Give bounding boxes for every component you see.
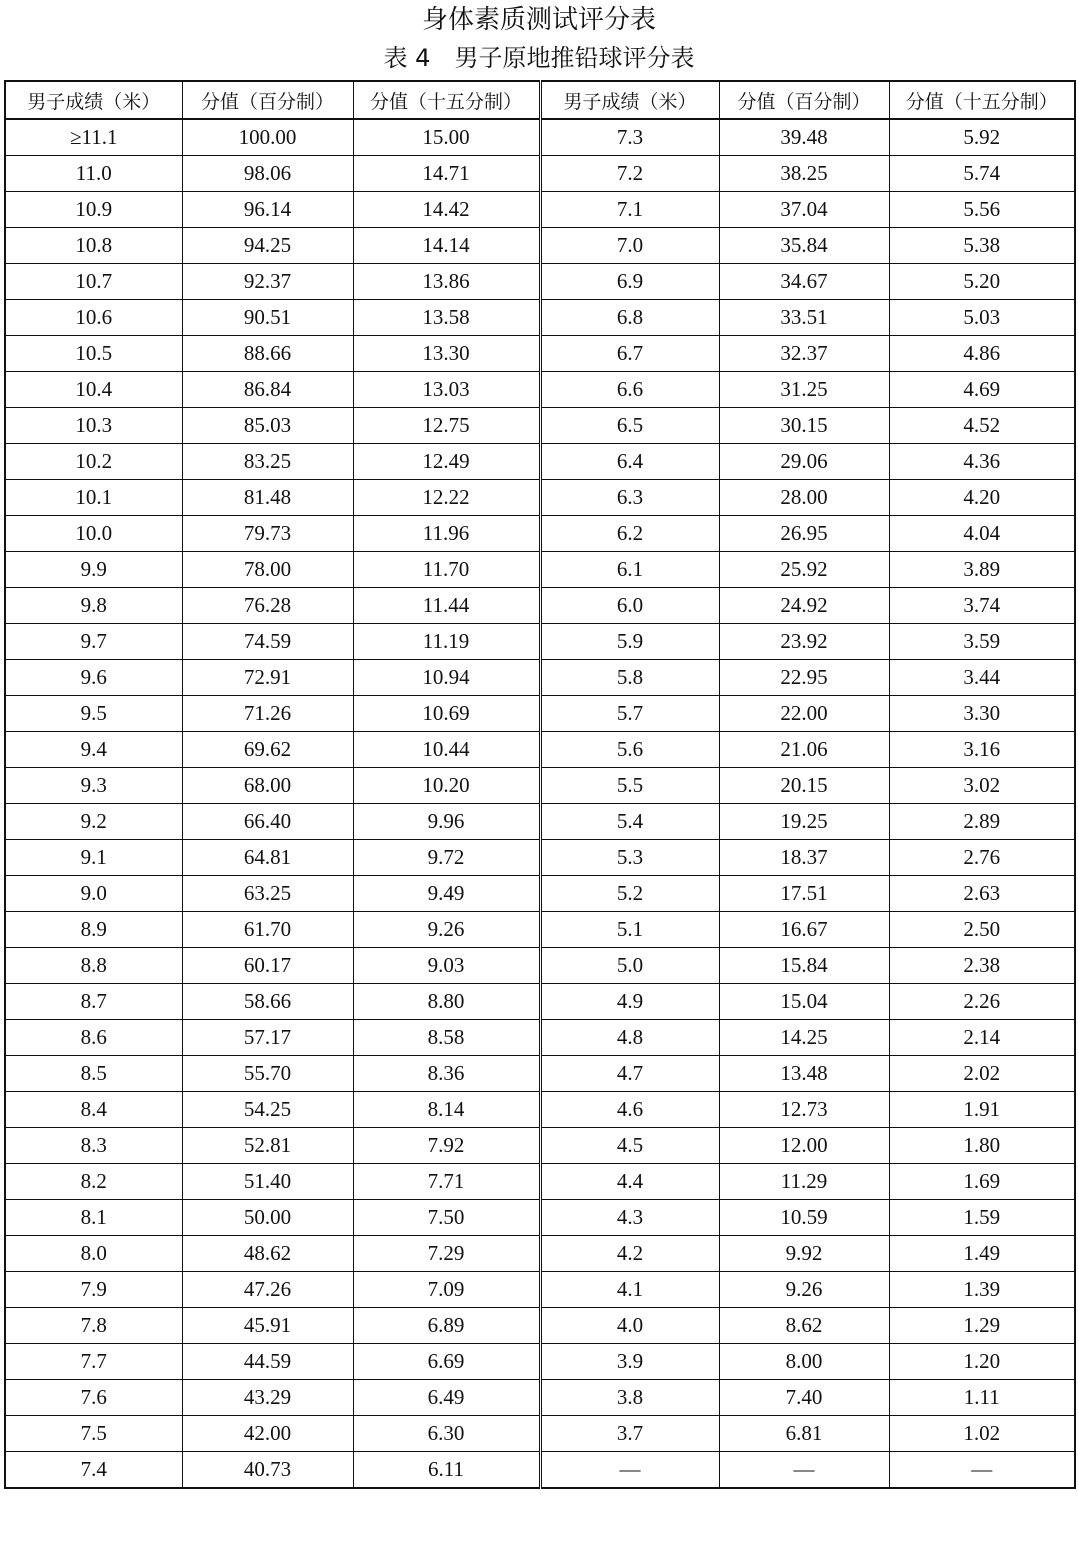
cell-score-right: 5.2 — [540, 876, 719, 912]
cell-points15-right: — — [889, 1452, 1075, 1489]
cell-points100-left: 64.81 — [182, 840, 353, 876]
cell-points100-left: 50.00 — [182, 1200, 353, 1236]
cell-points15-left: 9.49 — [353, 876, 540, 912]
cell-points100-right: 39.48 — [719, 119, 889, 156]
cell-points15-right: 4.04 — [889, 516, 1075, 552]
cell-points15-right: 1.02 — [889, 1416, 1075, 1452]
cell-points15-left: 10.20 — [353, 768, 540, 804]
cell-points100-right: 29.06 — [719, 444, 889, 480]
cell-points15-left: 13.86 — [353, 264, 540, 300]
cell-points100-right: 12.73 — [719, 1092, 889, 1128]
cell-points100-right: 20.15 — [719, 768, 889, 804]
cell-points100-right: 37.04 — [719, 192, 889, 228]
cell-points15-left: 15.00 — [353, 119, 540, 156]
cell-points100-right: 26.95 — [719, 516, 889, 552]
cell-points100-right: 8.00 — [719, 1344, 889, 1380]
cell-points100-right: 30.15 — [719, 408, 889, 444]
cell-points100-right: 28.00 — [719, 480, 889, 516]
cell-score-left: 10.8 — [5, 228, 182, 264]
cell-points15-right: 1.59 — [889, 1200, 1075, 1236]
cell-points100-left: 72.91 — [182, 660, 353, 696]
cell-score-left: 10.0 — [5, 516, 182, 552]
table-row — [5, 696, 1075, 732]
cell-points100-left: 86.84 — [182, 372, 353, 408]
table-row — [5, 732, 1075, 768]
header-cell-score-left: 男子成绩（米） — [5, 81, 182, 119]
cell-points100-left: 88.66 — [182, 336, 353, 372]
cell-points15-right: 1.80 — [889, 1128, 1075, 1164]
cell-score-right: 6.3 — [540, 480, 719, 516]
cell-score-right: — — [540, 1452, 719, 1489]
table-row — [5, 372, 1075, 408]
cell-points15-right: 4.36 — [889, 444, 1075, 480]
cell-points100-right: 18.37 — [719, 840, 889, 876]
cell-points100-right: 31.25 — [719, 372, 889, 408]
cell-points100-right: 15.84 — [719, 948, 889, 984]
cell-score-right: 6.5 — [540, 408, 719, 444]
cell-score-right: 3.8 — [540, 1380, 719, 1416]
cell-points15-right: 1.11 — [889, 1380, 1075, 1416]
table-row — [5, 480, 1075, 516]
table-row — [5, 768, 1075, 804]
cell-points100-right: 35.84 — [719, 228, 889, 264]
cell-score-left: 10.5 — [5, 336, 182, 372]
cell-points100-right: 21.06 — [719, 732, 889, 768]
cell-points100-right: 32.37 — [719, 336, 889, 372]
table-row — [5, 1344, 1075, 1380]
header-cell-points15-right: 分值（十五分制） — [889, 81, 1075, 119]
cell-score-left: 7.7 — [5, 1344, 182, 1380]
cell-score-left: 9.8 — [5, 588, 182, 624]
cell-score-left: 9.9 — [5, 552, 182, 588]
cell-score-left: 9.7 — [5, 624, 182, 660]
cell-score-left: 9.4 — [5, 732, 182, 768]
cell-points100-right: 7.40 — [719, 1380, 889, 1416]
cell-points15-left: 14.14 — [353, 228, 540, 264]
cell-score-right: 7.0 — [540, 228, 719, 264]
cell-points100-right: 34.67 — [719, 264, 889, 300]
cell-points15-left: 14.42 — [353, 192, 540, 228]
cell-score-right: 6.0 — [540, 588, 719, 624]
cell-score-left: 7.6 — [5, 1380, 182, 1416]
table-row — [5, 192, 1075, 228]
cell-score-left: 8.8 — [5, 948, 182, 984]
cell-points100-left: 63.25 — [182, 876, 353, 912]
page-title: 身体素质测试评分表 — [421, 5, 656, 35]
cell-points15-left: 12.75 — [353, 408, 540, 444]
cell-points100-right: 17.51 — [719, 876, 889, 912]
header-cell-points15-left: 分值（十五分制） — [353, 81, 540, 119]
cell-score-left: 8.7 — [5, 984, 182, 1020]
cell-points100-right: 9.92 — [719, 1236, 889, 1272]
table-row — [5, 840, 1075, 876]
cell-points100-left: 51.40 — [182, 1164, 353, 1200]
cell-points15-right: 3.44 — [889, 660, 1075, 696]
cell-points15-right: 1.20 — [889, 1344, 1075, 1380]
cell-points100-left: 83.25 — [182, 444, 353, 480]
cell-score-right: 5.5 — [540, 768, 719, 804]
cell-score-right: 4.9 — [540, 984, 719, 1020]
cell-points100-right: 19.25 — [719, 804, 889, 840]
cell-points15-right: 2.02 — [889, 1056, 1075, 1092]
cell-score-right: 6.9 — [540, 264, 719, 300]
cell-points15-left: 10.69 — [353, 696, 540, 732]
table-row — [5, 588, 1075, 624]
cell-points15-left: 12.22 — [353, 480, 540, 516]
cell-points100-right: 13.48 — [719, 1056, 889, 1092]
cell-points100-right: 25.92 — [719, 552, 889, 588]
cell-points100-right: 9.26 — [719, 1272, 889, 1308]
cell-score-left: 8.4 — [5, 1092, 182, 1128]
cell-points15-right: 2.14 — [889, 1020, 1075, 1056]
cell-score-right: 6.1 — [540, 552, 719, 588]
table-row — [5, 552, 1075, 588]
cell-points100-right: 24.92 — [719, 588, 889, 624]
cell-score-right: 5.6 — [540, 732, 719, 768]
table-row — [5, 119, 1075, 156]
cell-points15-right: 5.38 — [889, 228, 1075, 264]
cell-score-left: 10.4 — [5, 372, 182, 408]
cell-points100-right: 38.25 — [719, 156, 889, 192]
cell-points15-right: 1.49 — [889, 1236, 1075, 1272]
cell-points100-right: 10.59 — [719, 1200, 889, 1236]
cell-score-left: 7.4 — [5, 1452, 182, 1489]
table-row — [5, 516, 1075, 552]
cell-score-right: 5.1 — [540, 912, 719, 948]
cell-score-left: 9.6 — [5, 660, 182, 696]
cell-score-left: ≥11.1 — [5, 119, 182, 156]
cell-points100-left: 61.70 — [182, 912, 353, 948]
cell-points15-right: 5.03 — [889, 300, 1075, 336]
cell-score-left: 9.0 — [5, 876, 182, 912]
cell-points15-left: 14.71 — [353, 156, 540, 192]
cell-points15-left: 8.36 — [353, 1056, 540, 1092]
cell-points15-right: 3.89 — [889, 552, 1075, 588]
table-row — [5, 1128, 1075, 1164]
cell-points100-right: 14.25 — [719, 1020, 889, 1056]
cell-score-right: 4.2 — [540, 1236, 719, 1272]
cell-points15-left: 8.14 — [353, 1092, 540, 1128]
cell-points15-right: 5.92 — [889, 119, 1075, 156]
cell-score-left: 8.9 — [5, 912, 182, 948]
cell-score-right: 4.0 — [540, 1308, 719, 1344]
cell-score-right: 7.2 — [540, 156, 719, 192]
cell-points100-right: 15.04 — [719, 984, 889, 1020]
cell-score-left: 10.9 — [5, 192, 182, 228]
cell-points15-right: 3.30 — [889, 696, 1075, 732]
cell-points100-left: 54.25 — [182, 1092, 353, 1128]
cell-score-left: 11.0 — [5, 156, 182, 192]
cell-score-left: 7.5 — [5, 1416, 182, 1452]
table-row — [5, 984, 1075, 1020]
cell-points100-left: 52.81 — [182, 1128, 353, 1164]
cell-score-right: 4.6 — [540, 1092, 719, 1128]
cell-points100-left: 60.17 — [182, 948, 353, 984]
cell-score-right: 4.5 — [540, 1128, 719, 1164]
cell-points15-left: 9.96 — [353, 804, 540, 840]
table-row — [5, 444, 1075, 480]
table-row — [5, 876, 1075, 912]
cell-points100-left: 96.14 — [182, 192, 353, 228]
cell-score-right: 4.4 — [540, 1164, 719, 1200]
cell-score-right: 4.1 — [540, 1272, 719, 1308]
cell-points100-left: 79.73 — [182, 516, 353, 552]
cell-points100-left: 76.28 — [182, 588, 353, 624]
cell-points15-left: 6.11 — [353, 1452, 540, 1489]
cell-points15-left: 9.26 — [353, 912, 540, 948]
cell-score-left: 9.3 — [5, 768, 182, 804]
cell-points100-right: 22.95 — [719, 660, 889, 696]
cell-points15-right: 1.91 — [889, 1092, 1075, 1128]
cell-points100-left: 58.66 — [182, 984, 353, 1020]
cell-points100-right: 6.81 — [719, 1416, 889, 1452]
cell-score-right: 4.8 — [540, 1020, 719, 1056]
header-row — [5, 81, 1075, 119]
cell-score-right: 6.8 — [540, 300, 719, 336]
cell-points100-right: — — [719, 1452, 889, 1489]
cell-score-right: 4.3 — [540, 1200, 719, 1236]
cell-points15-left: 7.29 — [353, 1236, 540, 1272]
cell-points100-left: 47.26 — [182, 1272, 353, 1308]
cell-score-left: 8.2 — [5, 1164, 182, 1200]
cell-points100-left: 90.51 — [182, 300, 353, 336]
cell-points100-left: 48.62 — [182, 1236, 353, 1272]
cell-score-right: 4.7 — [540, 1056, 719, 1092]
table-row — [5, 912, 1075, 948]
cell-points15-left: 7.71 — [353, 1164, 540, 1200]
table-row — [5, 156, 1075, 192]
header-cell-points100-left: 分值（百分制） — [182, 81, 353, 119]
cell-points100-right: 12.00 — [719, 1128, 889, 1164]
cell-points15-left: 12.49 — [353, 444, 540, 480]
cell-score-right: 6.6 — [540, 372, 719, 408]
cell-points15-left: 11.70 — [353, 552, 540, 588]
cell-points15-left: 8.80 — [353, 984, 540, 1020]
cell-points15-left: 9.72 — [353, 840, 540, 876]
cell-points100-left: 100.00 — [182, 119, 353, 156]
cell-points100-left: 42.00 — [182, 1416, 353, 1452]
cell-points15-right: 5.20 — [889, 264, 1075, 300]
cell-score-left: 10.1 — [5, 480, 182, 516]
cell-points100-left: 55.70 — [182, 1056, 353, 1092]
cell-points15-left: 7.92 — [353, 1128, 540, 1164]
cell-points15-right: 4.52 — [889, 408, 1075, 444]
cell-points15-left: 13.30 — [353, 336, 540, 372]
cell-points15-right: 1.29 — [889, 1308, 1075, 1344]
cell-points15-left: 9.03 — [353, 948, 540, 984]
table-row — [5, 624, 1075, 660]
cell-score-left: 10.6 — [5, 300, 182, 336]
cell-points15-right: 2.26 — [889, 984, 1075, 1020]
cell-points100-right: 16.67 — [719, 912, 889, 948]
cell-points15-left: 13.03 — [353, 372, 540, 408]
cell-score-left: 9.5 — [5, 696, 182, 732]
table-row — [5, 660, 1075, 696]
table-body — [5, 119, 1075, 1488]
cell-points15-right: 5.56 — [889, 192, 1075, 228]
cell-points15-left: 13.58 — [353, 300, 540, 336]
cell-points15-right: 1.39 — [889, 1272, 1075, 1308]
cell-points100-left: 81.48 — [182, 480, 353, 516]
cell-score-right: 3.7 — [540, 1416, 719, 1452]
cell-points15-right: 1.69 — [889, 1164, 1075, 1200]
cell-points15-left: 8.58 — [353, 1020, 540, 1056]
cell-points100-left: 74.59 — [182, 624, 353, 660]
cell-points100-left: 78.00 — [182, 552, 353, 588]
table-row — [5, 1056, 1075, 1092]
cell-points100-left: 68.00 — [182, 768, 353, 804]
cell-score-left: 8.6 — [5, 1020, 182, 1056]
cell-score-left: 8.1 — [5, 1200, 182, 1236]
table-row — [5, 1236, 1075, 1272]
cell-score-right: 5.4 — [540, 804, 719, 840]
header-cell-points100-right: 分值（百分制） — [719, 81, 889, 119]
cell-score-right: 6.7 — [540, 336, 719, 372]
cell-points15-right: 5.74 — [889, 156, 1075, 192]
table-row — [5, 300, 1075, 336]
table-row — [5, 804, 1075, 840]
cell-points100-left: 92.37 — [182, 264, 353, 300]
cell-points100-left: 40.73 — [182, 1452, 353, 1489]
cell-points15-right: 2.63 — [889, 876, 1075, 912]
cell-points15-right: 3.16 — [889, 732, 1075, 768]
cell-points15-right: 4.86 — [889, 336, 1075, 372]
table-row — [5, 336, 1075, 372]
cell-score-right: 5.3 — [540, 840, 719, 876]
cell-score-right: 6.2 — [540, 516, 719, 552]
table-row — [5, 1380, 1075, 1416]
table-row — [5, 408, 1075, 444]
cell-score-right: 5.9 — [540, 624, 719, 660]
cell-points100-left: 69.62 — [182, 732, 353, 768]
cell-points15-right: 4.69 — [889, 372, 1075, 408]
cell-score-left: 8.3 — [5, 1128, 182, 1164]
table-row — [5, 1200, 1075, 1236]
cell-points15-right: 2.50 — [889, 912, 1075, 948]
cell-points15-right: 3.02 — [889, 768, 1075, 804]
cell-points15-left: 11.44 — [353, 588, 540, 624]
cell-points100-right: 22.00 — [719, 696, 889, 732]
cell-points15-left: 10.44 — [353, 732, 540, 768]
cell-points100-left: 98.06 — [182, 156, 353, 192]
cell-points15-right: 4.20 — [889, 480, 1075, 516]
cell-points100-left: 85.03 — [182, 408, 353, 444]
cell-points100-left: 94.25 — [182, 228, 353, 264]
cell-points15-left: 6.30 — [353, 1416, 540, 1452]
cell-score-right: 6.4 — [540, 444, 719, 480]
cell-score-left: 10.2 — [5, 444, 182, 480]
cell-points15-right: 2.38 — [889, 948, 1075, 984]
cell-points100-left: 43.29 — [182, 1380, 353, 1416]
cell-score-left: 10.3 — [5, 408, 182, 444]
cell-points100-left: 71.26 — [182, 696, 353, 732]
cell-points100-left: 44.59 — [182, 1344, 353, 1380]
table-row — [5, 1452, 1075, 1489]
table-row — [5, 1164, 1075, 1200]
cell-score-right: 5.8 — [540, 660, 719, 696]
cell-score-left: 9.1 — [5, 840, 182, 876]
cell-score-right: 5.7 — [540, 696, 719, 732]
cell-score-left: 10.7 — [5, 264, 182, 300]
cell-points15-left: 11.96 — [353, 516, 540, 552]
cell-points15-right: 2.89 — [889, 804, 1075, 840]
table-row — [5, 1416, 1075, 1452]
cell-points15-right: 3.74 — [889, 588, 1075, 624]
header-cell-score-right: 男子成绩（米） — [540, 81, 719, 119]
cell-points100-right: 8.62 — [719, 1308, 889, 1344]
table-row — [5, 1308, 1075, 1344]
cell-score-left: 7.8 — [5, 1308, 182, 1344]
table-row — [5, 948, 1075, 984]
cell-points100-left: 57.17 — [182, 1020, 353, 1056]
cell-points100-right: 11.29 — [719, 1164, 889, 1200]
cell-points15-right: 3.59 — [889, 624, 1075, 660]
cell-points100-left: 66.40 — [182, 804, 353, 840]
cell-points15-left: 6.89 — [353, 1308, 540, 1344]
cell-points15-right: 2.76 — [889, 840, 1075, 876]
cell-score-right: 7.3 — [540, 119, 719, 156]
cell-score-left: 8.0 — [5, 1236, 182, 1272]
table-row — [5, 1272, 1075, 1308]
cell-points15-left: 10.94 — [353, 660, 540, 696]
cell-score-left: 7.9 — [5, 1272, 182, 1308]
table-row — [5, 1020, 1075, 1056]
cell-points100-left: 45.91 — [182, 1308, 353, 1344]
cell-points100-right: 33.51 — [719, 300, 889, 336]
cell-score-left: 9.2 — [5, 804, 182, 840]
cell-points100-right: 23.92 — [719, 624, 889, 660]
cell-score-right: 7.1 — [540, 192, 719, 228]
table-row — [5, 1092, 1075, 1128]
cell-score-right: 3.9 — [540, 1344, 719, 1380]
cell-points15-left: 7.09 — [353, 1272, 540, 1308]
cell-score-left: 8.5 — [5, 1056, 182, 1092]
cell-points15-left: 6.69 — [353, 1344, 540, 1380]
score-table — [4, 80, 1076, 1489]
table-caption: 表 4 男子原地推铅球评分表 — [383, 44, 695, 72]
cell-points15-left: 11.19 — [353, 624, 540, 660]
cell-score-right: 5.0 — [540, 948, 719, 984]
table-row — [5, 264, 1075, 300]
cell-points15-left: 6.49 — [353, 1380, 540, 1416]
table-row — [5, 228, 1075, 264]
cell-points15-left: 7.50 — [353, 1200, 540, 1236]
